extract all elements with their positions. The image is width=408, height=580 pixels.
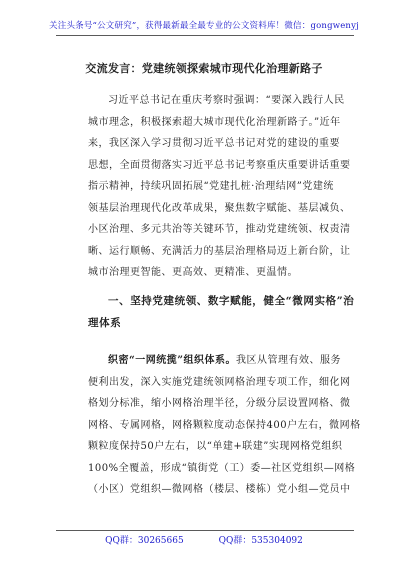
document-title: 交流发言：党建统领探索城市现代化治理新路子 [85,62,323,75]
paragraph-line: 100%全覆盖，形成“镇街党（工）委—社区党组织—网格 [88,462,356,474]
paragraph-lead: 织密“一网统揽”组织体系。 [108,355,237,366]
footer-qq-group-2: QQ群：535304092 [218,536,303,546]
footer-divider [56,530,354,531]
section-heading-line: 理体系 [88,317,122,329]
paragraph-intro [88,90,351,284]
paragraph-line [88,350,342,372]
paragraph-line: 便利出发，深入实施党建统领网格治理专项工作，细化网 [88,376,351,388]
paragraph-line: 指示精神，持续巩固拓展“党建扎桩·治理结网”党建统 [88,181,334,192]
paragraph-line: 小区治理、多元共治等关键环节，推动党建统领、权责清 [88,224,351,235]
paragraph-line: 思想，全面贯彻落实习近平总书记考察重庆重要讲话重要 [88,159,351,171]
section-heading [88,290,355,334]
paragraph-line: 习近平总书记在重庆考察时强调：“要深入践行人民 [108,95,345,106]
paragraph-line: 网格、专属网格，网格颗粒度动态保持400户左右，微网格 [88,419,361,431]
paragraph-line: 城市治理更智能、更高效、更精准、更温情。 [88,267,298,278]
paragraph-line: （小区）党组织—微网格（楼层、楼栋）党小组—党员中 [88,484,351,495]
paragraph-line: 晰、运行顺畅、充满活力的基层治理格局迈上新台阶，让 [88,245,351,257]
paragraph-line: 格划分标准，缩小网格治理半径，分级分层设置网格、微 [88,398,351,409]
paragraph-line: 城市理念，积极探索超大城市现代化治理新路子。”近年 [88,116,341,128]
header-note: 关注头条号“公文研究”，获得最新最全最专业的公文资料库！微信：gongwenyj [49,21,359,31]
footer-qq-group-1: QQ群：30265665 [105,536,184,546]
header-divider [56,35,354,36]
paragraph-grid-organization [88,350,361,501]
section-heading-line: 一、坚持党建统领、数字赋能，健全“微网实格”治 [108,295,355,307]
footer-contacts [0,533,408,546]
paragraph-line: 领基层治理现代化改革成果，聚焦数字赋能、基层减负、 [88,202,351,214]
paragraph-line: 来，我区深入学习贯彻习近平总书记对党的建设的重要 [88,138,340,149]
paragraph-line: 颗粒度保持50户左右，以“单建+联建”实现网格党组织 [88,441,343,452]
paragraph-lead-rest: 我区从管理有效、服务 [236,355,342,366]
